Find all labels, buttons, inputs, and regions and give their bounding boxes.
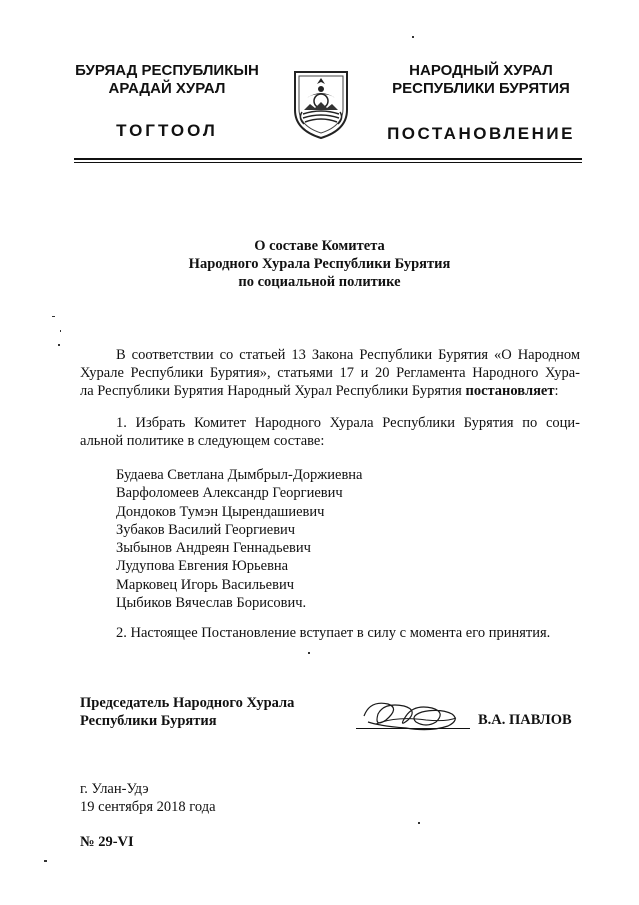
republic-of-buryatia-emblem-icon bbox=[290, 68, 352, 140]
header-left-title bbox=[58, 62, 276, 98]
header-right-line2: РЕСПУБЛИКИ БУРЯТИЯ bbox=[392, 80, 570, 97]
scan-speck bbox=[412, 36, 414, 38]
scan-speck bbox=[58, 344, 60, 346]
preamble-paragraph bbox=[80, 346, 580, 400]
document-title bbox=[0, 237, 639, 291]
list-item: Зыбынов Андреян Геннадьевич bbox=[116, 540, 311, 557]
header-right-line1: НАРОДНЫЙ ХУРАЛ bbox=[409, 62, 553, 79]
item-1-paragraph bbox=[80, 414, 580, 450]
doc-type-russian: ПОСТАНОВЛЕНИЕ bbox=[387, 124, 575, 143]
list-item: Зубаков Василий Георгиевич bbox=[116, 521, 296, 538]
list-item: Лудупова Евгения Юрьевна bbox=[116, 558, 289, 575]
resolves-keyword: постановляет bbox=[465, 383, 555, 399]
signatory-position bbox=[80, 694, 294, 730]
item1-line1: 1. Избрать Комитет Народного Хурала Республики Бурятия по соци- bbox=[116, 415, 580, 431]
header-divider-thin bbox=[74, 162, 582, 163]
position-line1: Председатель Народного Хурала bbox=[80, 695, 295, 711]
title-line3: по социальной политике bbox=[238, 274, 401, 290]
list-item: Будаева Светлана Дымбрыл-Доржиевна bbox=[116, 467, 363, 483]
list-item: Дондоков Тумэн Цырендашиевич bbox=[116, 503, 325, 520]
list-item: Марковец Игорь Васильевич bbox=[116, 576, 295, 593]
item-2-paragraph: 2. Настоящее Постановление вступает в силу с момента его принятия. bbox=[116, 625, 551, 641]
preamble-line1: В соответствии со статьей 13 Закона Республики Бурятия «О Народном bbox=[116, 347, 580, 363]
header-left-line1: БУРЯАД РЕСПУБЛИКЫН bbox=[75, 62, 259, 79]
header-left-line2: АРАДАЙ ХУРАЛ bbox=[108, 80, 226, 97]
document-number: № 29-VI bbox=[80, 834, 134, 850]
scan-speck bbox=[52, 316, 55, 317]
signatory-name: В.А. ПАВЛОВ bbox=[478, 712, 572, 728]
title-line2: Народного Хурала Республики Бурятия bbox=[188, 256, 451, 272]
header-divider-thick bbox=[74, 158, 582, 160]
preamble-line2: Хурале Республики Бурятия», статьями 17 и 20 Регламента Народного Хура- bbox=[80, 365, 580, 381]
list-item: Цыбиков Вячеслав Борисович. bbox=[116, 595, 307, 612]
place-and-date bbox=[80, 780, 216, 816]
preamble-line3-end: : bbox=[554, 383, 559, 399]
position-line2: Республики Бурятия bbox=[80, 713, 217, 729]
city: г. Улан-Удэ bbox=[80, 781, 149, 797]
signature-line bbox=[356, 728, 470, 729]
item1-line2: альной политике в следующем составе: bbox=[80, 433, 325, 449]
scan-speck bbox=[44, 860, 47, 862]
scan-speck bbox=[308, 652, 310, 654]
preamble-line3-text: ла Республики Бурятия Народный Хурал Республики Бурятия bbox=[80, 383, 462, 399]
list-item: Варфоломеев Александр Георгиевич bbox=[116, 485, 343, 502]
committee-members-list bbox=[116, 466, 363, 612]
scan-speck bbox=[60, 330, 61, 332]
scan-speck bbox=[418, 822, 420, 824]
title-line1: О составе Комитета bbox=[254, 238, 385, 254]
preamble-line3 bbox=[80, 382, 580, 400]
header-right-title bbox=[372, 62, 590, 98]
doc-type-buryat: ТОГТООЛ bbox=[116, 121, 218, 140]
date: 19 сентября 2018 года bbox=[80, 799, 216, 815]
